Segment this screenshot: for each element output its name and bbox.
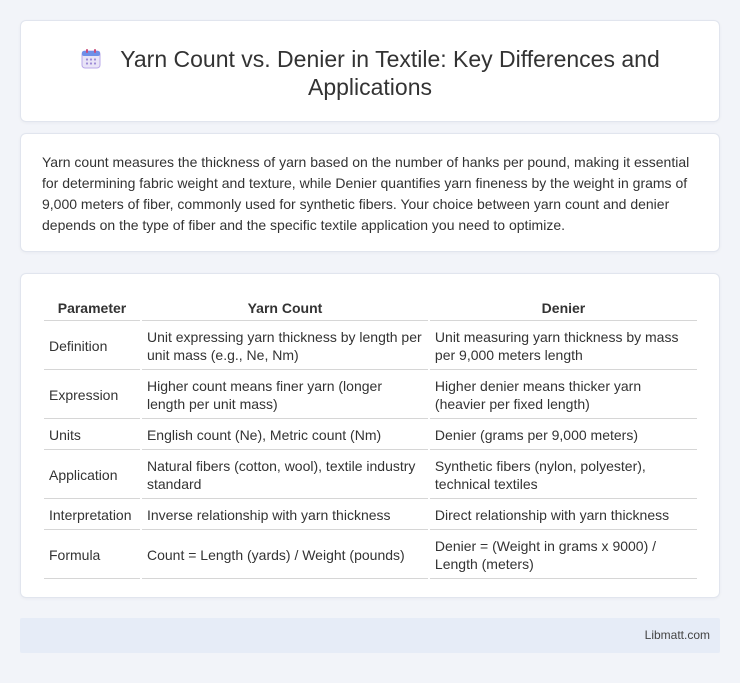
row-parameter: Formula	[44, 532, 140, 579]
row-yarn-count: Unit expressing yarn thickness by length per unit mass (e.g., Ne, Nm)	[142, 323, 428, 370]
row-yarn-count: Higher count means finer yarn (longer length per unit mass)	[142, 372, 428, 419]
header-yarn-count: Yarn Count	[142, 295, 428, 321]
footer-bar	[20, 618, 720, 653]
table-row	[44, 452, 697, 499]
table-row	[44, 532, 697, 579]
row-parameter: Application	[44, 452, 140, 499]
row-denier: Direct relationship with yarn thickness	[430, 501, 697, 530]
header-parameter: Parameter	[44, 295, 140, 321]
row-yarn-count: Count = Length (yards) / Weight (pounds)	[142, 532, 428, 579]
row-denier: Unit measuring yarn thickness by mass per 9,000 meters length	[430, 323, 697, 370]
table-row	[44, 323, 697, 370]
title-card	[20, 20, 720, 122]
row-denier: Higher denier means thicker yarn (heavier per fixed length)	[430, 372, 697, 419]
row-parameter: Interpretation	[44, 501, 140, 530]
row-denier: Denier (grams per 9,000 meters)	[430, 421, 697, 450]
table-row	[44, 421, 697, 450]
table-row	[44, 501, 697, 530]
row-parameter: Definition	[44, 323, 140, 370]
page-title-wrap	[21, 45, 719, 101]
row-yarn-count: Natural fibers (cotton, wool), textile industry standard	[142, 452, 428, 499]
row-parameter: Units	[44, 421, 140, 450]
row-yarn-count: Inverse relationship with yarn thickness	[142, 501, 428, 530]
calendar-icon	[80, 48, 102, 70]
row-yarn-count: English count (Ne), Metric count (Nm)	[142, 421, 428, 450]
intro-card	[20, 133, 720, 252]
row-denier: Denier = (Weight in grams x 9000) / Length (meters)	[430, 532, 697, 579]
header-denier: Denier	[430, 295, 697, 321]
intro-paragraph: Yarn count measures the thickness of yarn based on the number of hanks per pound, making it essential for determining fabric weight and texture, while Denier quantifies yarn fineness by the weight in grams of 9,000 meters of fiber, commonly used for synthetic fibers. Your choice between yarn count and denier depends on the type of fiber and the specific textile application you need to optimize.	[42, 154, 690, 233]
row-denier: Synthetic fibers (nylon, polyester), technical textiles	[430, 452, 697, 499]
table-row	[44, 372, 697, 419]
comparison-table-card	[20, 273, 720, 598]
row-parameter: Expression	[44, 372, 140, 419]
footer-brand: Libmatt.com	[644, 628, 710, 642]
table-header-row	[44, 295, 697, 321]
page-title: Yarn Count vs. Denier in Textile: Key Differences and Applications	[120, 46, 660, 100]
comparison-table	[42, 293, 699, 581]
